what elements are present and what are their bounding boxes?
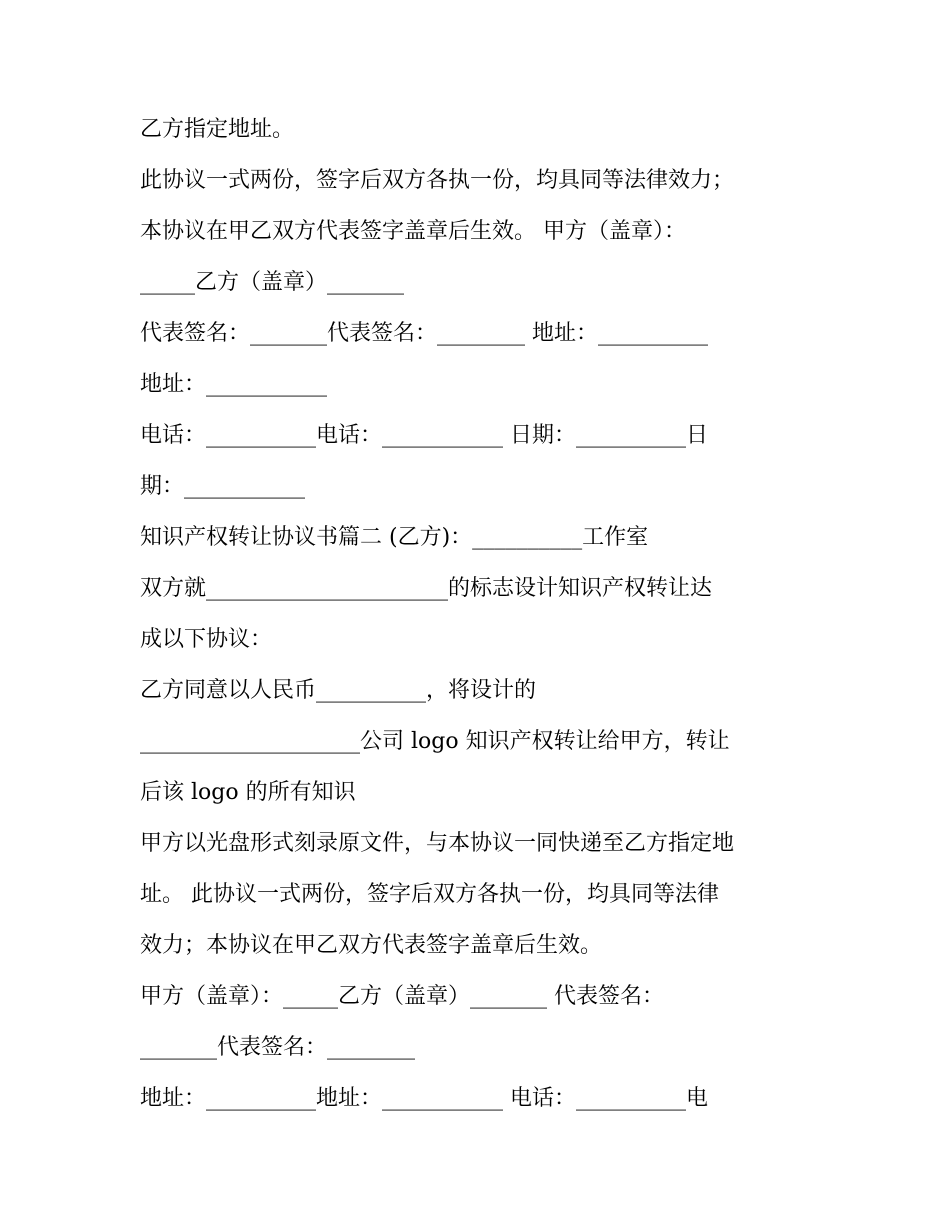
text-line: 地址：__________地址：___________ 电话：__________电 xyxy=(140,1086,708,1111)
text-line: 乙方指定地址。 xyxy=(140,117,295,142)
text-line: 成以下协议： xyxy=(140,627,273,652)
text-line: ____________________公司 logo 知识产权转让给甲方，转让 xyxy=(140,729,730,754)
text-line: 期：___________ xyxy=(140,474,306,499)
text-line: 地址：___________ xyxy=(140,372,328,397)
text-line: 甲方（盖章）：_____乙方（盖章）_______ 代表签名： xyxy=(140,984,664,1009)
text-line: 乙方同意以人民币__________，将设计的 xyxy=(140,678,537,703)
text-line: 后该 logo 的所有知识 xyxy=(140,780,356,805)
text-line: 知识产权转让协议书篇二 (乙方)：__________工作室 xyxy=(140,525,649,550)
document-body xyxy=(140,104,830,1124)
text-line: _____乙方（盖章）_______ xyxy=(140,270,405,295)
text-line: _______代表签名：________ xyxy=(140,1035,416,1060)
text-line: 电话：__________电话：___________ 日期：__________日 xyxy=(140,423,708,448)
text-line: 址。 此协议一式两份，签字后双方各执一份，均具同等法律 xyxy=(140,882,719,907)
text-line: 本协议在甲乙双方代表签字盖章后生效。 甲方（盖章）： xyxy=(140,219,686,244)
text-line: 双方就______________________的标志设计知识产权转让达 xyxy=(140,576,713,601)
text-line: 效力；本协议在甲乙双方代表签字盖章后生效。 xyxy=(140,933,603,958)
text-line: 代表签名：_______代表签名：________ 地址：__________ xyxy=(140,321,708,346)
text-line: 此协议一式两份，签字后双方各执一份，均具同等法律效力； xyxy=(140,168,735,193)
text-line: 甲方以光盘形式刻录原文件，与本协议一同快递至乙方指定地 xyxy=(140,831,735,856)
